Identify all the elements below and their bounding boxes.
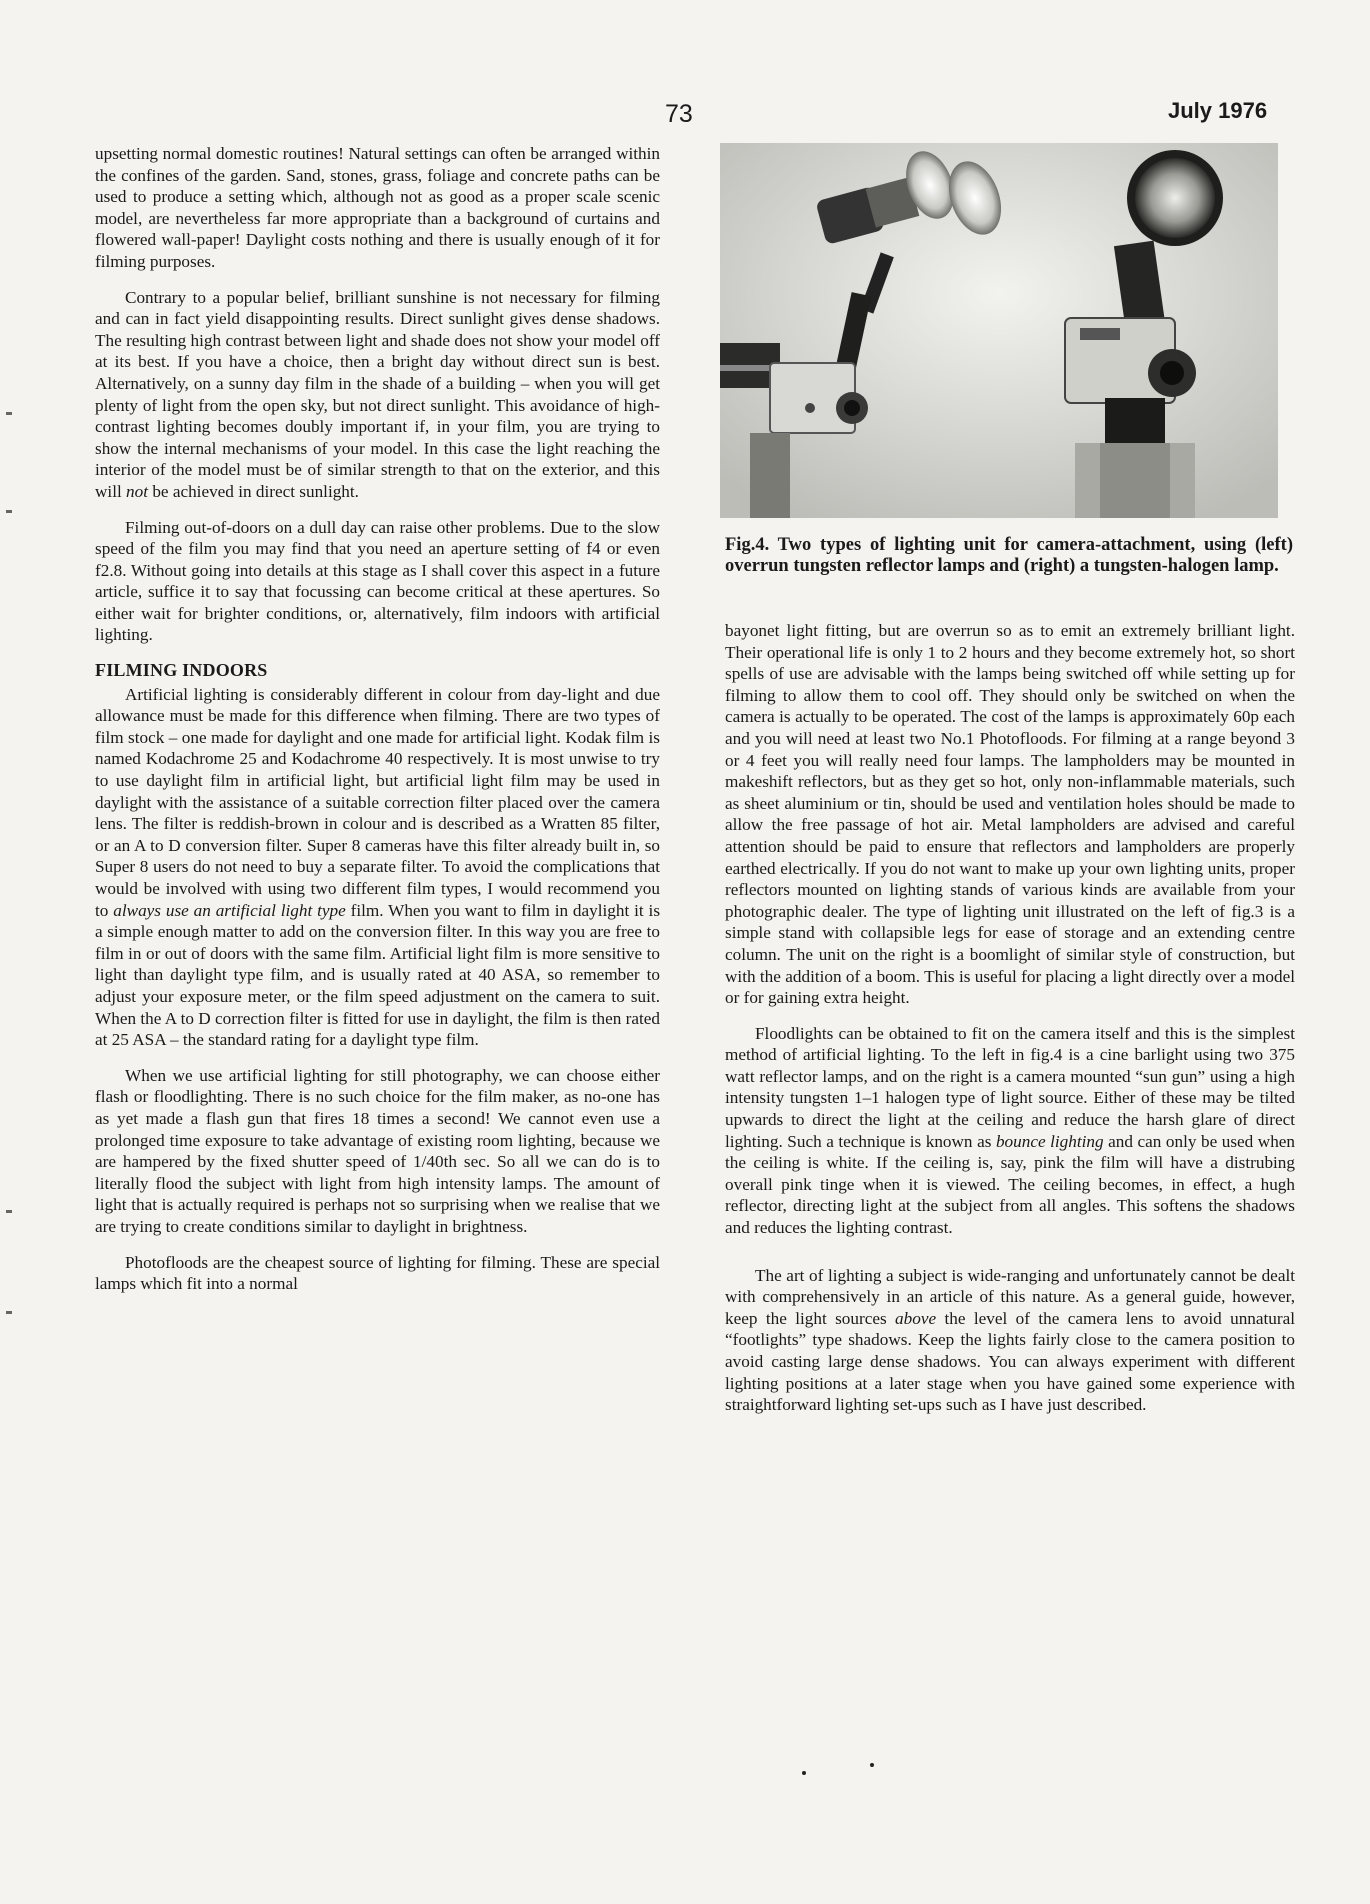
issue-date: July 1976 [1168,98,1268,123]
paragraph: Photofloods are the cheapest source of lighting for filming. These are special lamps which fit into a normal [95,1252,660,1294]
left-column [95,143,660,1309]
margin-mark [6,510,12,513]
paragraph: The art of lighting a subject is wide-ranging and unfortunately cannot be dealt with comprehensively in an article of this nature. As a general guide, however, keep the light sources above the level of the camera lens to avoid unnatural “footlights” type shadows. Keep the lights fairly close to the camera position to avoid casting large dense shadows. You can always experiment with different lighting positions at a later stage when you have gained some experience with straightforward lighting set-ups such as I have just described. [725,1265,1296,1415]
lighting-units-illustration [720,143,1278,518]
paragraph: Artificial lighting is considerably different in colour from day-light and due allowance must be made for this difference when filming. There are two types of film stock – one made for daylight and one made for artificial light. Kodak film is named Kodachrome 25 and Kodachrome 40 respectively. It is most unwise to try to use daylight film in artificial light, but artificial light film may be used in daylight with the assistance of a suitable correction filter placed over the camera lens. The filter is reddish-brown in colour and is described as a Wratten 85 filter, or an A to D conversion filter. Super 8 cameras have this filter already built in, so Super 8 users do not need to buy a separate filter. To avoid the complications that would be involved with using two different film types, I would recommend you to always use an artificial light type film. When you want to film in daylight it is a simple enough matter to add on the conversion filter. In this way you are free to film in or out of doors with the same film. Artificial light film is more sensitive to light than daylight type film, and is usually rated at 40 ASA, so remember to adjust your exposure meter, or the film speed adjustment on the camera to suit. When the A to D correction filter is fitted for use in daylight, the film is then rated at 25 ASA – the standard rating for a daylight type film. [95,684,661,1050]
margin-mark [6,412,12,415]
stray-dot [870,1763,874,1767]
figure-caption: Fig.4. Two types of lighting unit for camera-attachment, using (left) overrun tungsten reflector lamps and (right) a tungsten-halogen lamp. [725,535,1293,576]
stray-dot [802,1771,806,1775]
paragraph: bayonet light fitting, but are overrun so as to emit an extremely brilliant light. Their operational life is only 1 to 2 hours and they become extremely hot, so short spells of use are advisable with the lamps being switched off while setting up for filming to allow them to cool off. They should only be switched on when the camera is actually to be operated. The cost of the lamps is approximately 60p each and you will need at least two No.1 Photofloods. For filming at a range beyond 3 or 4 feet you will really need four lamps. The lampholders may be mounted in makeshift reflectors, but as they get so hot, only non-inflammable materials, such as sheet aluminium or tin, should be used and ventilation holes should be made to allow the free passage of hot air. Metal lampholders are advised and careful attention should be paid to ensure that reflectors and lampholders are properly earthed electrically. If you do not want to make up your own lighting units, proper reflectors mounted on lighting stands of various kinds are available from your photographic dealer. The type of lighting unit illustrated on the left of fig.3 is a simple stand with collapsible legs for ease of storage and an extending centre column. The unit on the right is a boomlight of similar style of construction, but with the addition of a boom. This is useful for placing a light directly over a model or for gaining extra height. [725,621,1295,1008]
right-column [725,620,1295,1430]
paragraph: When we use artificial lighting for still photography, we can choose either flash or floodlighting. There is no such choice for the film maker, as no-one has as yet made a flash gun that fires 18 times a second! We cannot even use a prolonged time exposure to take advantage of existing room lighting, because we are hampered by the fixed shutter speed of 1/40th sec. So all we can do is to literally flood the subject with light from high intensity lamps. The amount of light that is actually required is perhaps not so surprising when we realise that we are trying to create conditions similar to daylight in brightness. [95,1065,660,1236]
paragraph: Floodlights can be obtained to fit on the camera itself and this is the simplest method of artificial lighting. To the left in fig.4 is a cine barlight using two 375 watt reflector lamps, and on the right is a camera mounted “sun gun” using a high intensity tungsten 1–1 halogen type of light source. Either of these may be tilted upwards to direct the light at the ceiling and reduce the harsh glare of direct lighting. Such a technique is known as bounce lighting and can only be used when the ceiling is white. If the ceiling is, say, pink the film will have a distrubing overall pink tinge when it is viewed. The ceiling becomes, in effect, a hugh reflector, directing light at the subject from all angles. This softens the shadows and reduces the lighting contrast. [725,1023,1296,1238]
figure-photo [720,143,1278,518]
page-number: 73 [665,100,693,128]
margin-mark [6,1210,12,1213]
margin-mark [6,1311,12,1314]
section-heading: FILMING INDOORS [95,660,268,681]
paragraph: upsetting normal domestic routines! Natural settings can often be arranged within the confines of the garden. Sand, stones, grass, foliage and concrete paths can be used to produce a setting which, although not as good as a proper scale scenic model, are nevertheless far more appropriate than a background of curtains and flowered wall-paper! Daylight costs nothing and there is usually enough of it for filming purposes. [95,144,660,271]
paragraph: Contrary to a popular belief, brilliant sunshine is not necessary for filming and can in fact yield disappointing results. Direct sunlight gives dense shadows. The resulting high contrast between light and shade does not show your model off at its best. If you have a choice, then a bright day without direct sun is best. Alternatively, on a sunny day film in the shade of a building – when you will get plenty of light from the open sky, but not direct sunlight. This avoidance of high-contrast lighting becomes doubly important if, in your film, you are trying to show the internal mechanisms of your model. In this case the light reaching the interior of the model must be of similar strength to that on the exterior, and this will not be achieved in direct sunlight. [95,287,660,501]
paragraph: Filming out-of-doors on a dull day can raise other problems. Due to the slow speed of the film you may find that you need an aperture setting of f4 or even f2.8. Without going into details at this stage as I shall cover this aspect in a future article, suffice it to say that focussing can become critical at these apertures. So either wait for brighter conditions, or, alternatively, film indoors with artificial lighting. [95,517,660,645]
